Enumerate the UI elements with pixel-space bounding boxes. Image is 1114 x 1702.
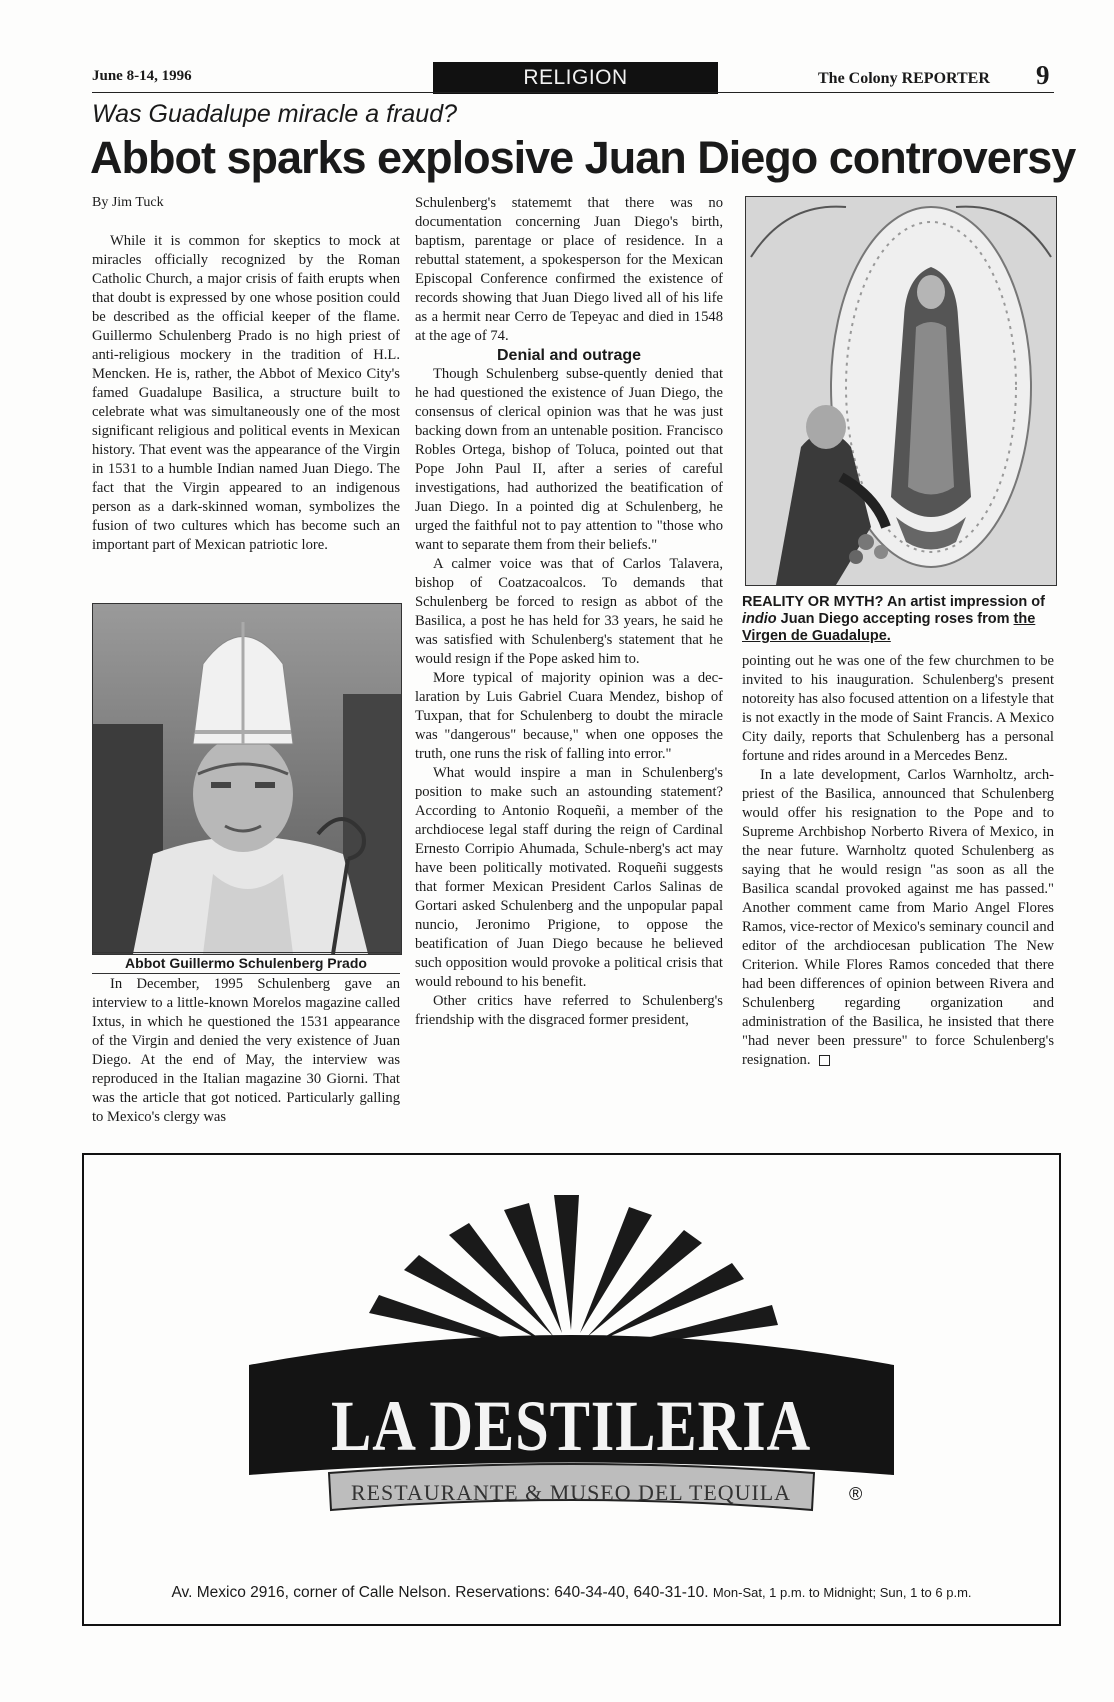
column-3 — [742, 652, 1054, 1070]
page-number: 9 — [1036, 60, 1050, 90]
paragraph: While it is common for skeptics to mock at miracles officially recognized by the Roman Catholic Church, a major crisis of faith erupts when that doubt is expressed by one whose position could be described as the official keeper of the flame. Guillermo Schulenberg Prado is no high priest of anti-religious mockery in the tradition of H.L. Mencken. He is, rather, the Abbot of Mexico City's famed Guadalupe Basilica, a structure built to celebrate what was simultaneously one of the most significant religious and political events in Mexican history. That event was the appearance of the Virgin in 1531 to a humble Indian named Juan Diego. The fact that the Virgin appeared to an indigenous person as a dark-skinned woman, symbolizes the fusion of two cultures which has become such an important part of Mexican patriotic lore. — [92, 233, 400, 553]
byline: By Jim Tuck — [92, 195, 164, 210]
advertisement — [82, 1153, 1061, 1626]
guadalupe-illustration — [745, 196, 1057, 586]
column-1-bottom — [92, 975, 400, 1127]
ad-hours: Mon-Sat, 1 p.m. to Midnight; Sun, 1 to 6 p.m. — [712, 1585, 972, 1600]
paragraph: Schulenberg's statememt that there was no documentation concerning Juan Diego's birth, baptism, parentage or place of residence. In a rebuttal statement, a spokesperson for the Mexican Episcopal Conference confirmed the existence of records showing that Juan Diego lived all of his life as a hermit near Cerro de Tepeyac and died in 1548 at the age of 74. — [415, 195, 723, 344]
caption-italic: indio — [742, 611, 777, 627]
caption-part: REALITY OR MYTH? An artist impression of — [742, 594, 1045, 610]
paragraph: Other critics have referred to Schulenberg's friendship with the disgraced former president, — [415, 993, 723, 1028]
logo-wordmark: LA DESTILERIA — [331, 1386, 811, 1466]
newspaper-name: The Colony REPORTER — [818, 70, 990, 87]
header-rule — [92, 92, 1054, 93]
end-of-article-icon — [819, 1055, 830, 1066]
la-destileria-logo-art — [84, 1155, 1059, 1624]
paragraph: In December, 1995 Schulenberg gave an interview to a little-known Morelos magazine called Ixtus, in which he questioned the 1531 appearance of the Virgin and denied the very existence of Juan Diego. At the end of May, the interview was reproduced in the Italian magazine 30 Giorni. That was the article that got noticed. Particularly galling to Mexico's clergy was — [92, 976, 400, 1125]
abbot-photo — [92, 603, 402, 955]
caption-underlined: the Virgen de Guadalupe. — [742, 611, 1036, 644]
ad-footer — [84, 1584, 1059, 1602]
issue-date: June 8-14, 1996 — [92, 68, 192, 84]
registered-mark: ® — [849, 1484, 863, 1504]
paragraph: A calmer voice was that of Carlos Talavera, bishop of Coatzacoalcos. To demands that Schulenberg be forced to resign as abbot of the Basilica, a post he has held for 33 years, he said he was satisfied with Schulenberg's statement that he would resign if the Pope asked him to. — [415, 556, 723, 667]
paragraph: Though Schulenberg subse-quently denied that he had questioned the existence of Juan Diego, the consensus of clerical opinion was that he was just backing down from an untenable position. Francisco Robles Ortega, bishop of Toluca, pointed out that Pope John Paul II, after a series of careful investigations, had authorized the beatification of Juan Diego. In a pointed dig at Schulenberg, he urged the faithful not to pay attention to "those who want to separate them from their beliefs." — [415, 366, 723, 553]
guadalupe-caption — [742, 594, 1058, 645]
abbot-photo-caption: Abbot Guillermo Schulenberg Prado — [92, 952, 400, 974]
virgin-and-juan-diego-illustration — [746, 197, 1056, 585]
headline: Abbot sparks explosive Juan Diego controversy — [90, 132, 1076, 183]
section-subhead: Denial and outrage — [496, 347, 642, 364]
kicker: Was Guadalupe miracle a fraud? — [92, 100, 458, 128]
paragraph: What would inspire a man in Schulenberg's position to make such an astounding statement? According to Antonio Roqueñi, a member of the archdiocese legal staff during the reign of Cardinal Ernesto Corripio Ahumada, Schule-nberg's act may have been politically motivated. Roqueñi suggests that former Mexican President Carlos Salinas de Gortari asked Schulenberg and the unpopular papal nuncio, Jeronimo Prigione, to oppose the beatification of Juan Diego because he believed such opposition would provoke a political crisis that would rebound to his benefit. — [415, 765, 723, 990]
column-2 — [415, 194, 723, 1030]
paragraph-text: In a late development, Carlos Warnholtz, arch-priest of the Basilica, announced that Schulenberg would offer his resignation to the Pope and to Supreme Archbishop Norberto Rivera of Mexico, in the near future. Warnholtz quoted Schulenberg as saying that he would resign "as soon as all the Basilica scandal provoked against me has passed." Another comment came from Mario Angel Flores Ramos, vice-rector of Mexico's seminary council and editor of the archdiocesan publication The New Criterion. While Flores Ramos conceded that there had been differences of opinion between Rivera and Schulenberg regarding organization and administration of the Basilica, he insisted that there "had never been pressure" to force Schulenberg's resignation. — [742, 767, 1054, 1068]
caption-part: Juan Diego accepting roses from — [776, 611, 1014, 627]
column-1-top — [92, 232, 400, 555]
section-banner: RELIGION — [433, 62, 718, 94]
ad-address: Av. Mexico 2916, corner of Calle Nelson. Reservations: 640-34-40, 640-31-10. — [171, 1584, 713, 1601]
abbot-portrait-illustration — [93, 604, 401, 954]
paragraph: pointing out he was one of the few churchmen to be invited to his inauguration. Schulenberg's present notoreity has also focused attention on a lifestyle that is not exactly in the mode of Saint Francis. A Mexico City daily, reports that Schulenberg has a personal fortune and rides around in a Mercedes Benz. — [742, 653, 1054, 764]
paragraph — [742, 766, 1054, 1070]
paragraph: More typical of majority opinion was a dec-laration by Luis Gabriel Cuara Mendez, bishop of Tuxpan, that for Schulenberg to doubt the miracle was "dangerous" because," when one opposes the truth, one runs the risk of falling into error." — [415, 670, 723, 762]
logo-banner-text: RESTAURANTE & MUSEO DEL TEQUILA — [351, 1480, 791, 1505]
